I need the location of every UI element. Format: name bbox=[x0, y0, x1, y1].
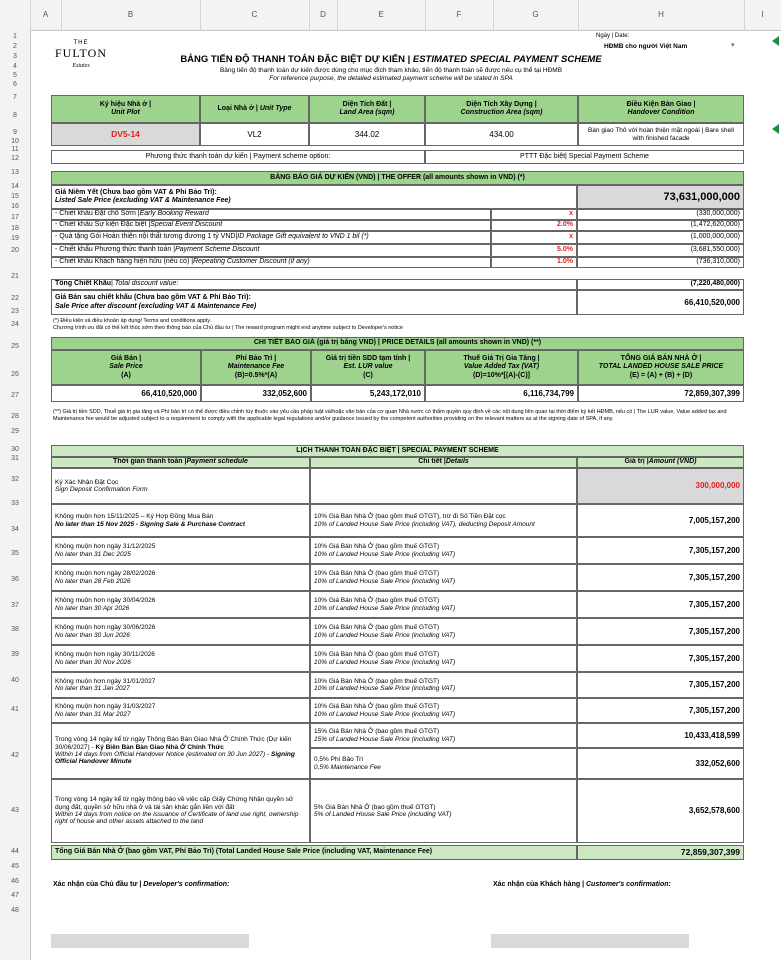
payment-sheet bbox=[31, 30, 771, 960]
discount-label-vn: - Chiết khấu Đặt chỗ Sớm | bbox=[55, 210, 140, 218]
maintenance-details bbox=[310, 748, 577, 779]
maintenance-details-en: 0,5% Maintenance Fee bbox=[314, 763, 381, 771]
unit-plot-header-vn: Ký hiệu Nhà ở | bbox=[99, 100, 152, 108]
row-number[interactable]: 5 bbox=[13, 72, 17, 79]
schedule-details-vn: 10% Giá Bán Nhà Ở (bao gồm thuế GTGT) bbox=[314, 570, 440, 578]
price-header-formula: (B)=0.5%*(A) bbox=[234, 371, 278, 379]
price-header-en: Maintenance Fee bbox=[227, 363, 285, 371]
schedule-time bbox=[51, 504, 310, 537]
row-number[interactable]: 25 bbox=[11, 343, 19, 350]
unit-plot-header-en: Unit Plot bbox=[111, 109, 140, 116]
row-number[interactable]: 21 bbox=[11, 273, 19, 280]
certificate-time-vn: Trong vòng 14 ngày kể từ ngày thông báo về việc cấp Giấy Chứng Nhận quyền sử dụng đất, quyền sở hữu nhà ở và tài sản khác gắn liền với đất bbox=[55, 796, 294, 811]
row-number[interactable]: 6 bbox=[13, 81, 17, 88]
schedule-header-time-vn: Thời gian thanh toán | bbox=[113, 458, 187, 466]
schedule-amount: 7,305,157,200 bbox=[577, 672, 744, 698]
schedule-header-time bbox=[51, 457, 310, 468]
listed-price-value: 73,631,000,000 bbox=[577, 185, 744, 209]
schedule-details bbox=[310, 698, 577, 723]
price-details-title: CHI TIẾT BÁO GIÁ (giá trị bằng VND) | PRICE DETAILS (all amounts shown in VND) (**) bbox=[51, 337, 744, 350]
row-number[interactable]: 19 bbox=[11, 235, 19, 242]
discount-value: (1,000,000,000) bbox=[577, 231, 744, 244]
certificate-details-en: 5% of Landed House Sale Price (including VAT) bbox=[314, 811, 452, 818]
price-header-en: Sale Price bbox=[109, 363, 143, 371]
row-number[interactable]: 38 bbox=[11, 626, 19, 633]
unit-type-header-en: Unit Type bbox=[259, 104, 292, 112]
offer-title: BẢNG BÁO GIÁ DỰ KIẾN (VND) | THE OFFER (all amounts shown in VND) (*) bbox=[51, 171, 744, 185]
subtitle-en: For reference purpose, the detailed estimated payment scheme will be stated in SPA bbox=[269, 75, 513, 82]
column-header-d[interactable]: D bbox=[309, 0, 338, 30]
hdmb-selector[interactable]: HĐMB cho người Việt Nam bbox=[604, 43, 688, 50]
maintenance-amount: 332,052,600 bbox=[577, 748, 744, 779]
price-header-vn: Thuế Giá Trị Gia Tăng | bbox=[463, 355, 540, 363]
column-header-f[interactable]: F bbox=[425, 0, 494, 30]
schedule-amount: 7,305,157,200 bbox=[577, 618, 744, 645]
discount-value: (736,310,000) bbox=[577, 257, 744, 268]
schedule-header-time-en: Payment schedule bbox=[186, 458, 248, 466]
schedule-amount: 7,305,157,200 bbox=[577, 564, 744, 591]
discount-value: (1,472,620,000) bbox=[577, 220, 744, 231]
schedule-details-vn: 10% Giá Bán Nhà Ở (bao gồm thuế GTGT) bbox=[314, 651, 440, 659]
schedule-time-en: No later than 15 Nov 2025 - Signing Sale & Purchase Contract bbox=[55, 520, 245, 528]
total-discount-label bbox=[51, 279, 577, 290]
schedule-time bbox=[51, 645, 310, 672]
logo-name: FULTON bbox=[54, 46, 107, 60]
row-number[interactable]: 18 bbox=[11, 225, 19, 232]
schedule-time-vn: Không muộn hơn ngày 30/04/2026 bbox=[55, 597, 156, 605]
construction-area-header-vn: Diện Tích Xây Dựng | bbox=[466, 100, 537, 108]
select-all-corner[interactable] bbox=[0, 0, 31, 30]
price-details-header bbox=[311, 350, 425, 385]
schedule-amount: 7,305,157,200 bbox=[577, 537, 744, 564]
discount-label-vn: - Chiết khấu Phương thức thanh toán | bbox=[55, 246, 176, 254]
schedule-details-en: 10% of Landed House Sale Price (including VAT) bbox=[314, 577, 456, 585]
column-header-c[interactable]: C bbox=[200, 0, 310, 30]
discount-label-vn: - Quà tặng Gói Hoàn thiện nội thất tương đương 1 tỷ VND| bbox=[55, 233, 238, 241]
price-details-note: (**) Giá trị tiền SDD, Thuế giá trị gia tăng và Phí bảo trì có thể được điều chỉnh tùy thuộc vào yêu cầu pháp luật và/hoặc văn bản của cơ quan Nhà nước có thẩm quyền quy định về các nội dung liên quan tại thời điểm ký kết HĐMB, nếu có | The LUR value, Value added tax and Maintenance fee would be adjusted subject to a requirement to comply with the applicable legal regulations and/or guidance issued by the competent authorities providing on the relevant matters as at the signing date of SPA, if any. bbox=[53, 409, 727, 422]
unit-type-header-vn: Loại Nhà ở | bbox=[217, 104, 258, 112]
schedule-header-amount bbox=[577, 457, 744, 468]
chevron-down-icon[interactable]: ▾ bbox=[731, 42, 735, 49]
total-discount-value: (7,220,480,000) bbox=[577, 279, 744, 290]
customer-confirmation-vn: Xác nhận của Khách hàng | bbox=[493, 881, 586, 888]
discount-label-vn: - Chiết khấu Khách hàng hiện hữu (nếu có) | bbox=[55, 258, 194, 266]
row-number[interactable]: 3 bbox=[13, 53, 17, 60]
schedule-time bbox=[51, 468, 310, 504]
row-number[interactable]: 32 bbox=[11, 476, 19, 483]
row-number[interactable]: 40 bbox=[11, 677, 19, 684]
discount-label-en: Payment Scheme Discount bbox=[175, 246, 260, 254]
unit-plot-header bbox=[51, 95, 200, 123]
schedule-time-en: No later than 31 Dec 2025 bbox=[55, 550, 131, 558]
maintenance-details-vn: 0,5% Phí Bảo Trì bbox=[314, 756, 364, 764]
schedule-details-en: 10% of Landed House Sale Price (including VAT) bbox=[314, 550, 456, 558]
discount-label-en: ID Package Gift equivalent to VND 1 bil (*) bbox=[237, 233, 369, 241]
row-number[interactable]: 39 bbox=[11, 651, 19, 658]
discount-label-en: Repeating Customer Discount (if any) bbox=[193, 258, 310, 266]
schedule-details-vn: 10% Giá Bán Nhà Ở (bao gồm thuế GTGT) bbox=[314, 597, 440, 605]
row-number[interactable]: 30 bbox=[11, 446, 19, 453]
certificate-details bbox=[310, 779, 577, 843]
discount-value: (330,000,000) bbox=[577, 209, 744, 220]
discount-rate[interactable]: x bbox=[491, 209, 577, 220]
schedule-details bbox=[310, 618, 577, 645]
land-area-header bbox=[309, 95, 425, 123]
schedule-header-details bbox=[310, 457, 577, 468]
handover-details-vn: 15% Giá Bán Nhà Ở (bao gồm thuế GTGT) bbox=[314, 728, 440, 736]
row-number[interactable]: 7 bbox=[13, 94, 17, 101]
land-area-value: 344.02 bbox=[309, 123, 425, 146]
schedule-time-en: No later than 31 Jan 2027 bbox=[55, 685, 130, 692]
handover-condition-header-en: Handover Condition bbox=[627, 109, 695, 116]
price-header-formula: (E) = (A) + (B) + (D) bbox=[629, 371, 693, 379]
schedule-header-amount-vn: Giá trị | bbox=[624, 458, 649, 466]
schedule-amount: 7,305,157,200 bbox=[577, 645, 744, 672]
schedule-time-vn: Ký Xác Nhận Đặt Cọc bbox=[55, 478, 119, 486]
certificate-time bbox=[51, 779, 310, 843]
subtitle-vn: Bảng tiến độ thanh toán dự kiến được dùng cho mục đích tham khảo, tiến độ thanh toán sẽ được nêu cụ thể tại HĐMB bbox=[219, 67, 563, 74]
discount-label bbox=[51, 257, 491, 268]
logo-the: THE bbox=[73, 40, 89, 46]
schedule-details bbox=[310, 468, 577, 504]
row-number[interactable]: 15 bbox=[11, 193, 19, 200]
fulton-logo bbox=[51, 40, 111, 69]
price-header-en: Value Added Tax (VAT) bbox=[463, 363, 540, 371]
schedule-details-en: 10% of Landed House Sale Price (including VAT) bbox=[314, 631, 456, 639]
handover-time-en: Within 14 days from Official Handover Notice (estimated on 30 Jun 2027) - bbox=[55, 751, 271, 758]
offer-note-2: Chương trình ưu đãi có thể kết thúc sớm theo thông báo của Chủ đầu tư | The reward program might end anytime subject to Developer's notice bbox=[53, 325, 403, 331]
construction-area-header-en: Construction Area (sqm) bbox=[460, 109, 543, 116]
schedule-time bbox=[51, 591, 310, 618]
row-number[interactable]: 12 bbox=[11, 155, 19, 162]
handover-amount: 10,433,418,599 bbox=[577, 723, 744, 748]
schedule-details bbox=[310, 564, 577, 591]
schedule-details bbox=[310, 537, 577, 564]
row-number[interactable]: 22 bbox=[11, 295, 19, 302]
row-number[interactable]: 10 bbox=[11, 138, 19, 145]
unit-type-value: VL2 bbox=[200, 123, 309, 146]
schedule-time bbox=[51, 618, 310, 645]
schedule-details bbox=[310, 591, 577, 618]
price-header-vn: TỔNG GIÁ BÁN NHÀ Ở | bbox=[620, 355, 702, 363]
payment-option-value[interactable]: PTTT Đặc biệt| Special Payment Scheme bbox=[425, 150, 744, 164]
schedule-details-vn: 10% Giá Bán Nhà Ở (bao gồm thuế GTGT) bbox=[314, 703, 440, 711]
row-number[interactable]: 33 bbox=[11, 500, 19, 507]
handover-details-en: 15% of Landed House Sale Price (including VAT) bbox=[314, 735, 456, 743]
price-header-formula: (C) bbox=[363, 371, 373, 379]
price-details-header bbox=[425, 350, 578, 385]
offer-note-1: (*) Điều kiện và điều khoản áp dụng/ Terms and conditions apply. bbox=[53, 318, 212, 324]
price-details-header bbox=[51, 350, 201, 385]
schedule-details-en: 10% of Landed House Sale Price (including VAT) bbox=[314, 710, 456, 718]
schedule-time-vn: Không muộn hơn ngày 31/03/2027 bbox=[55, 703, 156, 711]
comment-marker-icon[interactable] bbox=[772, 36, 779, 46]
schedule-time-en: Sign Deposit Confirmation Form bbox=[55, 486, 148, 493]
schedule-details-vn: 10% Giá Bán Nhà Ở (bao gồm thuế GTGT) bbox=[314, 677, 440, 685]
customer-signature-line[interactable] bbox=[491, 934, 689, 948]
schedule-time-vn: Không muộn hơn ngày 31/01/2027 bbox=[55, 677, 156, 685]
price-details-value: 72,859,307,399 bbox=[578, 385, 744, 402]
schedule-details-vn: 10% Giá Bán Nhà Ở (bao gồm thuế GTGT), trừ đi Số Tiền Đặt cọc bbox=[314, 513, 506, 521]
schedule-time-vn: Không muộn hơn 15/11/2025 – Ký Hợp Đồng Mua Bán bbox=[55, 513, 214, 521]
discount-label bbox=[51, 220, 491, 231]
row-number[interactable]: 2 bbox=[13, 43, 17, 50]
row-number[interactable]: 35 bbox=[11, 550, 19, 557]
handover-time-vn: Trong vòng 14 ngày kể từ ngày Thông Báo Bàn Giao Nhà Ở Chính Thức (Dự kiến 30/06/2027) - bbox=[55, 736, 292, 751]
column-header-i[interactable]: I bbox=[761, 10, 764, 19]
price-header-vn: Phí Bảo Trì | bbox=[235, 355, 277, 363]
handover-condition-header-vn: Điều Kiện Bàn Giao | bbox=[626, 100, 696, 108]
total-discount-label-en: | Total discount value: bbox=[111, 280, 179, 288]
row-number[interactable]: 20 bbox=[11, 247, 19, 254]
row-number[interactable]: 37 bbox=[11, 602, 19, 609]
discount-label-en: Early Booking Reward bbox=[139, 210, 209, 218]
row-number[interactable]: 47 bbox=[11, 892, 19, 899]
discount-rate[interactable]: x bbox=[491, 231, 577, 244]
price-details-value: 66,410,520,000 bbox=[51, 385, 201, 402]
handover-time-en-bold: Signing Official Handover Minute bbox=[55, 751, 295, 766]
schedule-total-value: 72,859,307,399 bbox=[577, 845, 744, 860]
schedule-details bbox=[310, 672, 577, 698]
listed-price-label-en: Listed Sale Price (excluding VAT & Maintenance Fee) bbox=[55, 197, 231, 204]
handover-time bbox=[51, 723, 310, 779]
construction-area-header bbox=[425, 95, 578, 123]
column-header-a[interactable]: A bbox=[30, 0, 62, 30]
row-number[interactable]: 46 bbox=[11, 878, 19, 885]
column-header-e[interactable]: E bbox=[337, 0, 426, 30]
discount-rate[interactable]: 2.0% bbox=[491, 220, 577, 231]
row-number[interactable]: 14 bbox=[11, 183, 19, 190]
row-number[interactable]: 17 bbox=[11, 214, 19, 221]
unit-plot-value[interactable]: DV5-14 bbox=[51, 123, 200, 146]
column-header-g[interactable]: G bbox=[493, 0, 579, 30]
column-header-bar bbox=[0, 0, 781, 31]
discount-label bbox=[51, 231, 491, 244]
schedule-time-en: No later than 30 Jun 2026 bbox=[55, 631, 130, 639]
row-number[interactable]: 31 bbox=[11, 455, 19, 462]
listed-price-label-vn: Giá Niêm Yết (Chưa bao gồm VAT & Phí Bảo Trì): bbox=[55, 188, 217, 196]
customer-confirmation bbox=[493, 881, 671, 888]
date-label: Ngày | Date: bbox=[596, 33, 630, 39]
schedule-time bbox=[51, 672, 310, 698]
price-details-value: 5,243,172,010 bbox=[311, 385, 425, 402]
discount-label bbox=[51, 209, 491, 220]
developer-confirmation-vn: Xác nhận của Chủ đầu tư | bbox=[53, 881, 144, 888]
handover-condition-header bbox=[578, 95, 744, 123]
row-number[interactable]: 9 bbox=[13, 129, 17, 136]
schedule-amount: 7,005,157,200 bbox=[577, 504, 744, 537]
schedule-time-en: No later than 30 Nov 2026 bbox=[55, 658, 131, 666]
total-discount-label-vn: Tổng Chiết Khấu bbox=[55, 280, 111, 288]
payment-option-label: Phương thức thanh toán dự kiến | Payment scheme option: bbox=[51, 150, 425, 164]
schedule-details-vn: 10% Giá Bán Nhà Ở (bao gồm thuế GTGT) bbox=[314, 624, 440, 632]
row-number[interactable]: 23 bbox=[11, 308, 19, 315]
schedule-details-vn: 10% Giá Bán Nhà Ở (bao gồm thuế GTGT) bbox=[314, 543, 440, 551]
listed-price-label bbox=[51, 185, 577, 209]
schedule-details bbox=[310, 504, 577, 537]
schedule-header-amount-en: Amount (VND) bbox=[648, 458, 697, 466]
row-number[interactable]: 43 bbox=[11, 807, 19, 814]
row-number[interactable]: 26 bbox=[11, 371, 19, 378]
price-header-vn: Giá trị tiền SDD tạm tính | bbox=[325, 355, 411, 363]
schedule-header-details-vn: Chi tiết | bbox=[418, 458, 446, 466]
logo-sub: Estates bbox=[72, 63, 90, 69]
schedule-time bbox=[51, 698, 310, 723]
schedule-details bbox=[310, 645, 577, 672]
schedule-amount: 300,000,000 bbox=[577, 468, 744, 504]
schedule-details-en: 10% of Landed House Sale Price (including VAT) bbox=[314, 658, 456, 666]
developer-confirmation-en: Developer's confirmation: bbox=[143, 881, 230, 888]
row-number[interactable]: 13 bbox=[11, 169, 19, 176]
after-discount-label-vn: Giá Bán sau chiết khấu (Chưa bao gồm VAT & Phí Bảo Trì): bbox=[55, 294, 251, 302]
discount-label bbox=[51, 244, 491, 257]
row-number[interactable]: 1 bbox=[13, 33, 17, 40]
after-discount-label-en: Sale Price after discount (excluding VAT & Maintenance Fee) bbox=[55, 302, 257, 310]
handover-details bbox=[310, 723, 577, 748]
price-details-value: 332,052,600 bbox=[201, 385, 311, 402]
row-number[interactable]: 27 bbox=[11, 392, 19, 399]
row-number[interactable]: 42 bbox=[11, 752, 19, 759]
schedule-time-vn: Không muộn hơn ngày 30/11/2026 bbox=[55, 651, 155, 659]
schedule-amount: 7,305,157,200 bbox=[577, 698, 744, 723]
schedule-time-vn: Không muộn hơn ngày 28/02/2026 bbox=[55, 570, 156, 578]
land-area-header-vn: Diện Tích Đất | bbox=[342, 100, 392, 108]
schedule-details-en: 10% of Landed House Sale Price (including VAT) bbox=[314, 604, 456, 612]
row-number[interactable]: 45 bbox=[11, 863, 19, 870]
row-number[interactable]: 11 bbox=[11, 146, 19, 153]
developer-confirmation bbox=[53, 881, 229, 888]
price-header-en: TOTAL LANDED HOUSE SALE PRICE bbox=[598, 363, 724, 371]
schedule-time-en: No later than 28 Feb 2026 bbox=[55, 577, 131, 585]
price-header-formula: (A) bbox=[121, 371, 131, 379]
comment-marker-icon[interactable] bbox=[772, 124, 779, 134]
construction-area-value: 434.00 bbox=[425, 123, 578, 146]
title-vn: BẢNG TIẾN ĐỘ THANH TOÁN ĐẶC BIỆT DỰ KIẾN | bbox=[180, 54, 413, 65]
schedule-amount: 7,305,157,200 bbox=[577, 591, 744, 618]
after-discount-label bbox=[51, 290, 577, 315]
column-header-h[interactable]: H bbox=[578, 0, 745, 30]
certificate-time-en: Within 14 days from notice on the issuance of Certificate of land use right, ownership right of house and other assets attached to the land bbox=[55, 811, 299, 826]
schedule-time bbox=[51, 564, 310, 591]
column-header-b[interactable]: B bbox=[61, 0, 201, 30]
price-header-en: Est. LUR value bbox=[343, 363, 393, 371]
schedule-time-en: No later than 31 Mar 2027 bbox=[55, 710, 131, 718]
schedule-title: LỊCH THANH TOÁN ĐẶC BIỆT | SPECIAL PAYMENT SCHEME bbox=[51, 445, 744, 457]
handover-time-vn-bold: Ký Biên Bản Bàn Giao Nhà Ở Chính Thức bbox=[95, 743, 224, 751]
unit-type-header bbox=[200, 95, 309, 123]
developer-signature-line[interactable] bbox=[51, 934, 249, 948]
handover-condition-value: Bàn giao Thô với hoàn thiện mặt ngoài | Bare shell with finished facade bbox=[578, 123, 744, 146]
price-header-formula: (D)=10%*[(A)-(C)] bbox=[473, 371, 530, 379]
row-number-gutter bbox=[0, 30, 31, 960]
after-discount-value: 66,410,520,000 bbox=[577, 290, 744, 315]
row-number[interactable]: 8 bbox=[13, 112, 17, 119]
discount-label-vn: - Chiết khấu Sự kiện Đặc biệt | bbox=[55, 221, 151, 229]
certificate-details-vn: 5% Giá Bán Nhà Ở (bao gồm thuế GTGT) bbox=[314, 803, 436, 811]
price-details-header bbox=[578, 350, 744, 385]
price-details-value: 6,116,734,799 bbox=[425, 385, 578, 402]
row-number[interactable]: 48 bbox=[11, 907, 19, 914]
row-number[interactable]: 4 bbox=[13, 63, 17, 70]
land-area-header-en: Land Area (sqm) bbox=[339, 109, 395, 116]
title-en: ESTIMATED SPECIAL PAYMENT SCHEME bbox=[412, 54, 602, 65]
discount-value: (3,681,550,000) bbox=[577, 244, 744, 257]
page-title bbox=[151, 54, 631, 65]
row-number[interactable]: 24 bbox=[11, 321, 19, 328]
discount-rate[interactable]: 5.0% bbox=[491, 244, 577, 257]
row-number[interactable]: 16 bbox=[11, 203, 19, 210]
schedule-time-vn: Không muộn hơn ngày 30/06/2026 bbox=[55, 624, 156, 632]
schedule-details-en: 10% of Landed House Sale Price (including VAT) bbox=[314, 685, 456, 692]
schedule-details-en: 10% of Landed House Sale Price (including VAT), deducting Deposit Amount bbox=[314, 520, 535, 528]
price-details-header bbox=[201, 350, 311, 385]
certificate-amount: 3,652,578,600 bbox=[577, 779, 744, 843]
row-number[interactable]: 34 bbox=[11, 526, 19, 533]
row-number[interactable]: 36 bbox=[11, 576, 19, 583]
schedule-total-label: Tổng Giá Bán Nhà Ở (bao gồm VAT, Phí Bảo Trì) (Total Landed House Sale Price (including VAT, Maintenance Fee) bbox=[51, 845, 577, 860]
row-number[interactable]: 44 bbox=[11, 848, 19, 855]
schedule-time-vn: Không muộn hơn ngày 31/12/2025 bbox=[55, 543, 156, 551]
row-number[interactable]: 29 bbox=[11, 428, 19, 435]
row-number[interactable]: 41 bbox=[11, 706, 19, 713]
schedule-time-en: No later than 30 Apr 2026 bbox=[55, 604, 130, 612]
discount-label-en: Special Event Discount bbox=[150, 221, 223, 229]
row-number[interactable]: 28 bbox=[11, 413, 19, 420]
price-header-vn: Giá Bán | bbox=[110, 355, 142, 363]
discount-rate[interactable]: 1.0% bbox=[491, 257, 577, 268]
customer-confirmation-en: Customer's confirmation: bbox=[585, 881, 671, 888]
schedule-time bbox=[51, 537, 310, 564]
schedule-header-details-en: Details bbox=[445, 458, 469, 466]
